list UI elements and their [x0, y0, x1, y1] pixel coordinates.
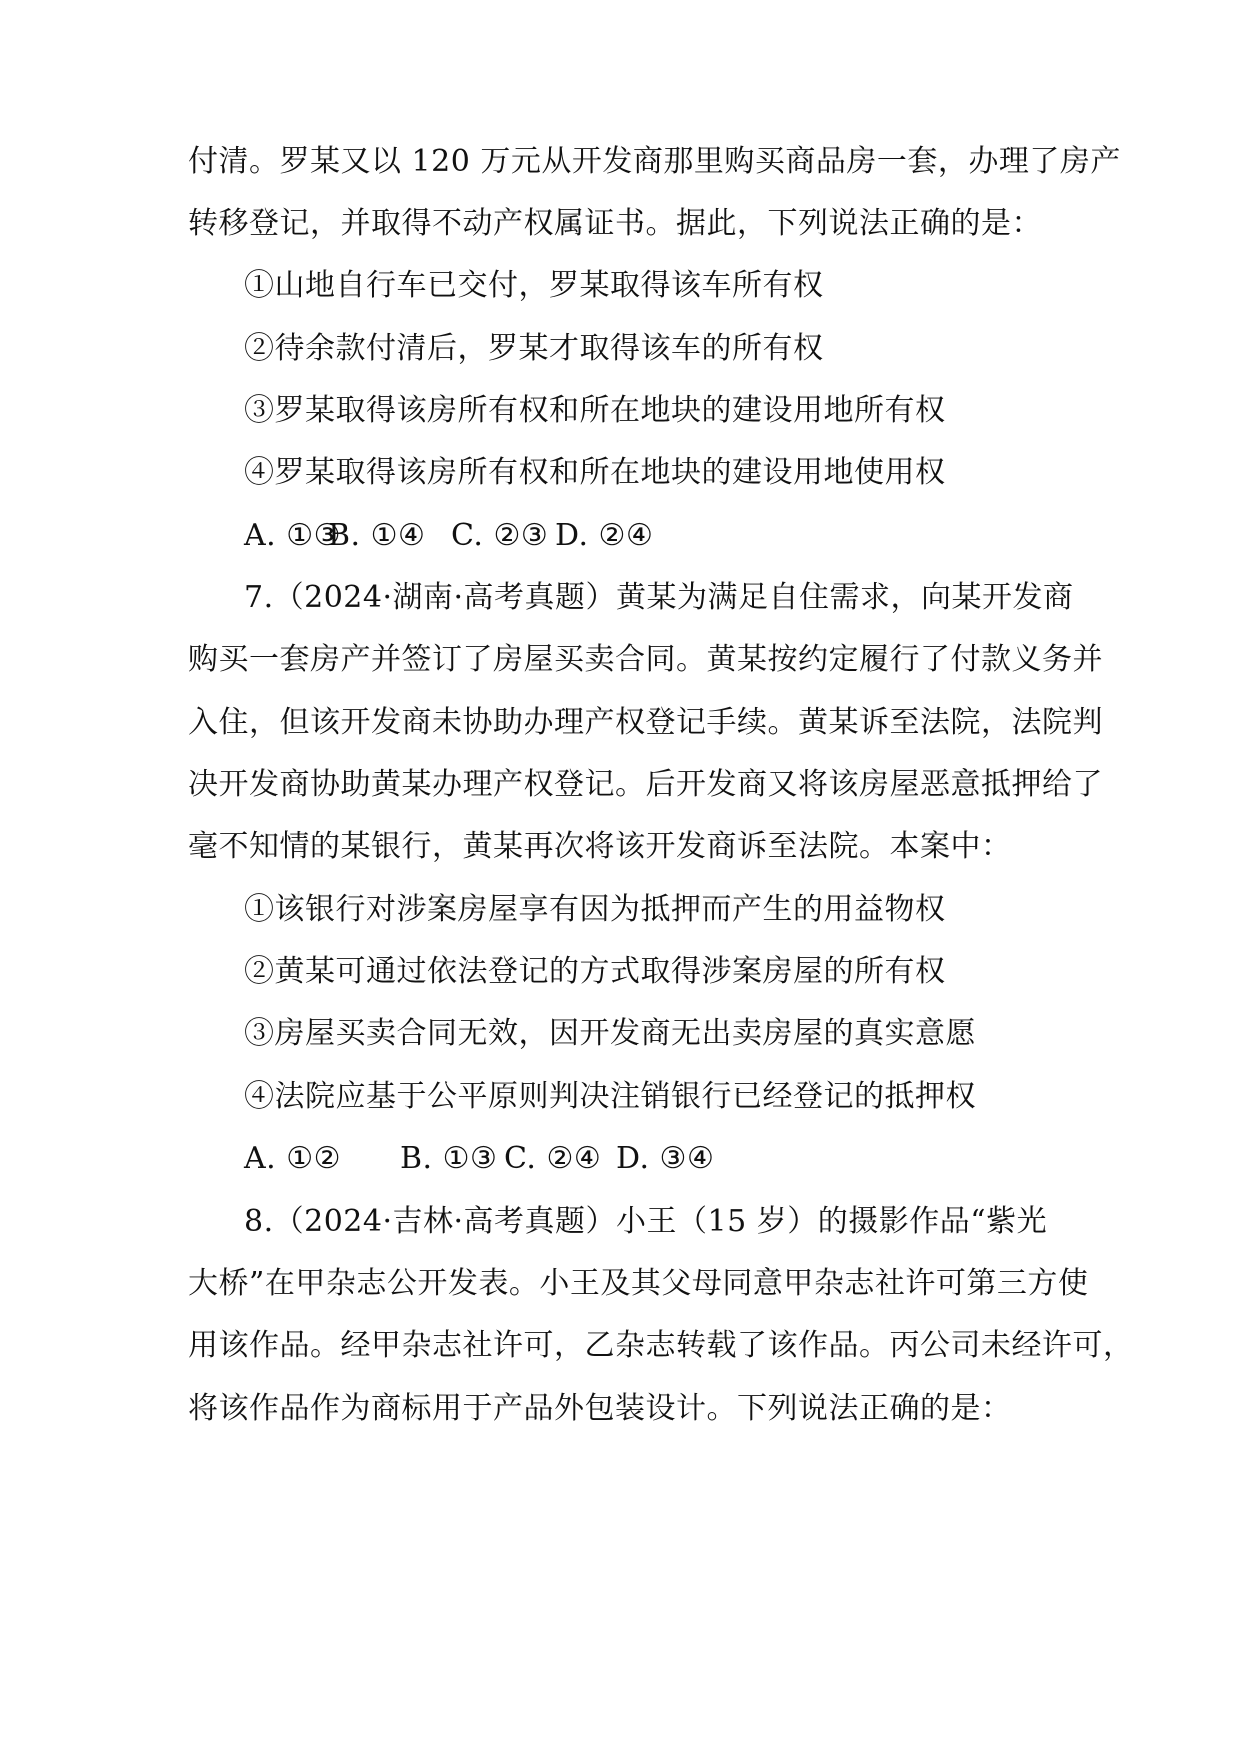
q7-stem-line-4: 决开发商协助黄某办理产权登记。后开发商又将该房屋恶意抵押给了 — [188, 767, 1103, 802]
q6-statement-2: ②待余款付清后，罗某才取得该车的所有权 — [244, 331, 824, 366]
q7-option-c: C. ②④ — [504, 1141, 602, 1176]
q7-statement-2: ②黄某可通过依法登记的方式取得涉案房屋的所有权 — [244, 954, 946, 989]
q6-statement-1: ①山地自行车已交付，罗某取得该车所有权 — [244, 268, 824, 303]
q7-statement-1: ①该银行对涉案房屋享有因为抵押而产生的用益物权 — [244, 892, 946, 927]
q6-option-d: D. ②④ — [555, 518, 654, 553]
q6-continuation-line-2: 转移登记，并取得不动产权属证书。据此，下列说法正确的是： — [188, 206, 1042, 241]
q8-stem-line-4: 将该作品作为商标用于产品外包装设计。下列说法正确的是： — [188, 1391, 1012, 1426]
q8-stem-line-3: 用该作品。经甲杂志社许可，乙杂志转载了该作品。丙公司未经许可， — [188, 1328, 1134, 1363]
q7-option-a: A. ①② — [244, 1141, 342, 1176]
q6-statement-3: ③罗某取得该房所有权和所在地块的建设用地所有权 — [244, 393, 946, 428]
q7-stem-line-3: 入住，但该开发商未协助办理产权登记手续。黄某诉至法院，法院判 — [188, 705, 1103, 740]
q6-options — [244, 516, 1124, 556]
q7-options — [244, 1139, 1124, 1179]
q7-statement-3: ③房屋买卖合同无效，因开发商无出卖房屋的真实意愿 — [244, 1016, 976, 1051]
q8-stem-line-2: 大桥”在甲杂志公开发表。小王及其父母同意甲杂志社许可第三方使 — [188, 1266, 1089, 1301]
q6-statement-4: ④罗某取得该房所有权和所在地块的建设用地使用权 — [244, 455, 946, 490]
q7-statement-4: ④法院应基于公平原则判决注销银行已经登记的抵押权 — [244, 1079, 976, 1114]
q6-continuation-line-1: 付清。罗某又以 120 万元从开发商那里购买商品房一套，办理了房产 — [188, 144, 1121, 179]
q7-option-b: B. ①③ — [400, 1141, 498, 1176]
q7-stem-line-5: 毫不知情的某银行，黄某再次将该开发商诉至法院。本案中： — [188, 829, 1012, 864]
q6-option-b: B. ①④ — [328, 518, 426, 553]
q7-option-d: D. ③④ — [616, 1141, 715, 1176]
q7-stem-line-1: 7.（2024·湖南·高考真题）黄某为满足自住需求，向某开发商 — [244, 580, 1074, 615]
q7-stem-line-2: 购买一套房产并签订了房屋买卖合同。黄某按约定履行了付款义务并 — [188, 642, 1103, 677]
q8-stem-line-1: 8.（2024·吉林·高考真题）小王（15 岁）的摄影作品“紫光 — [244, 1204, 1048, 1239]
q6-option-a: A. ①③ — [244, 518, 342, 553]
q6-option-c: C. ②③ — [451, 518, 549, 553]
